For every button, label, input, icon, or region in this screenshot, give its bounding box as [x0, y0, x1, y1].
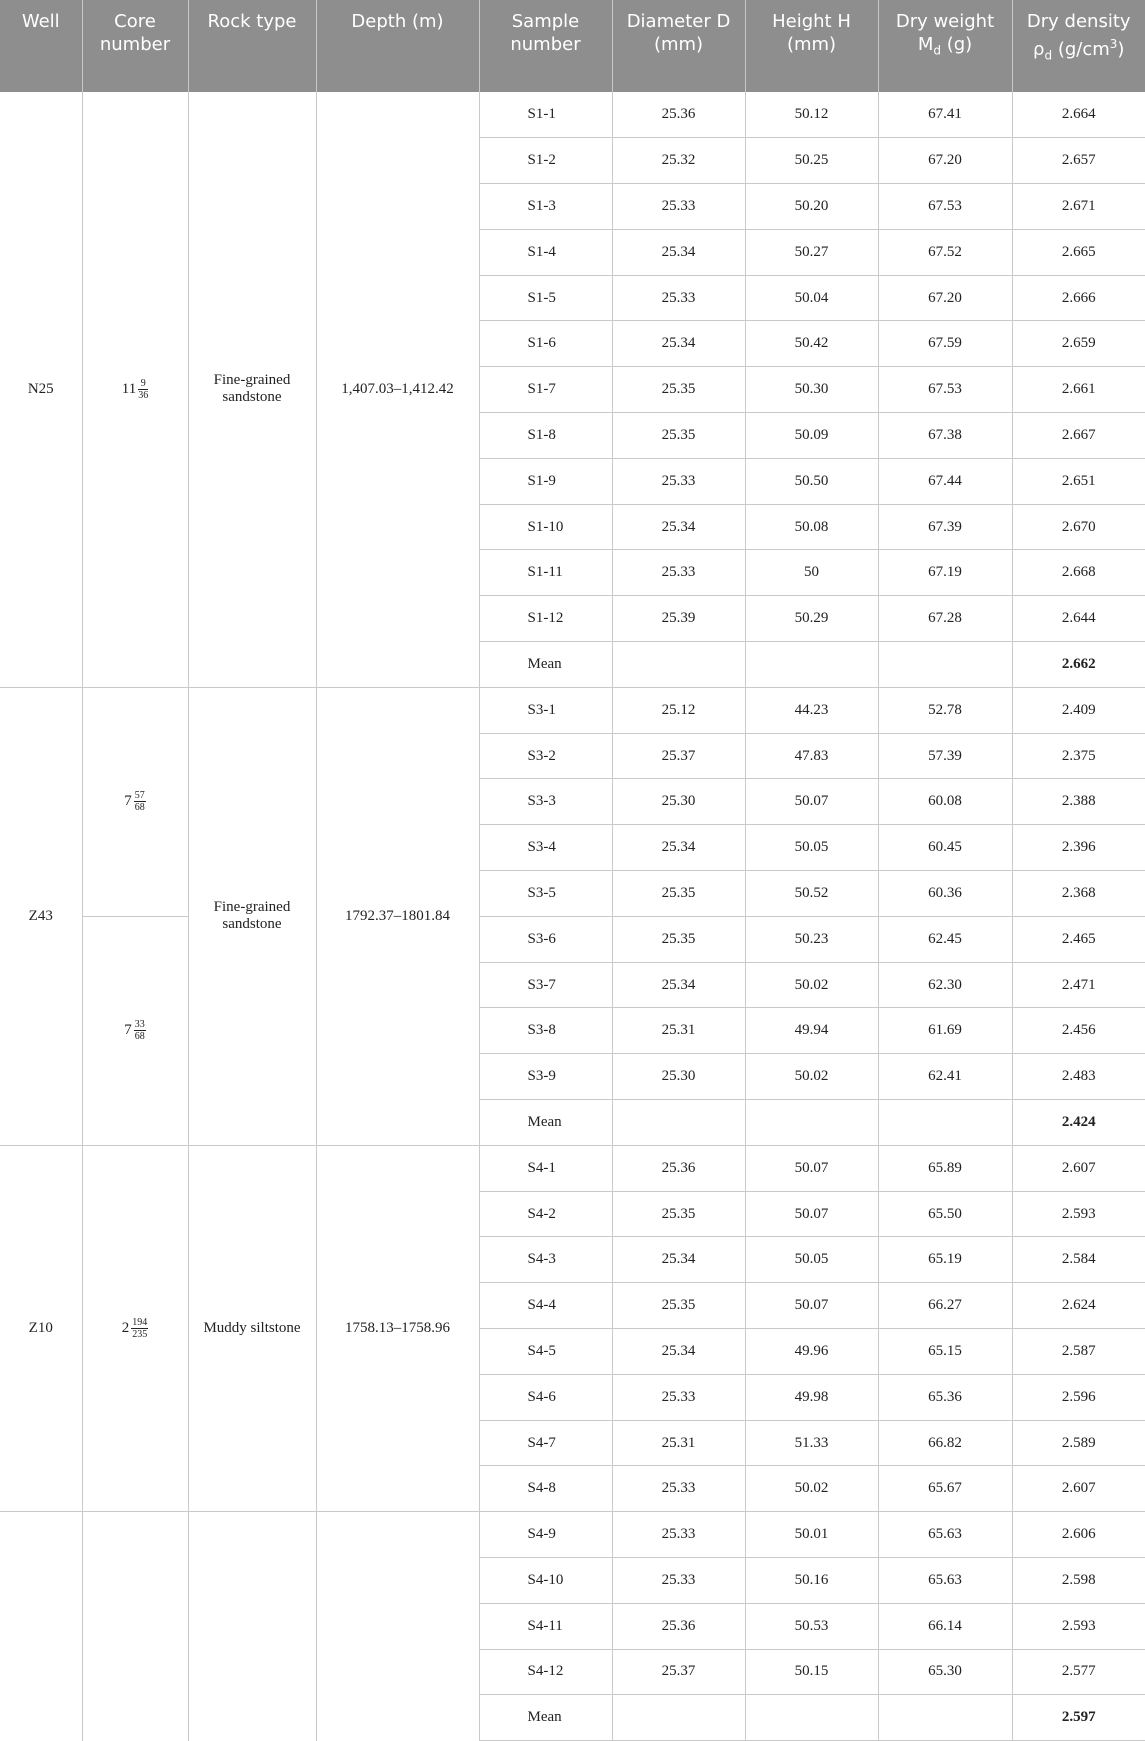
cell-height: 50.02: [745, 1466, 878, 1512]
mean-label: Mean: [479, 1695, 612, 1741]
well-cell: N25: [0, 92, 82, 687]
cell-height: 50.42: [745, 321, 878, 367]
cell-dry-density: 2.657: [1012, 138, 1145, 184]
cell-dry-density: 2.471: [1012, 962, 1145, 1008]
cell-height: 44.23: [745, 687, 878, 733]
cell-dry-density: 2.667: [1012, 413, 1145, 459]
cell-diameter: 25.33: [612, 1512, 745, 1558]
cell-dry-weight: 65.63: [878, 1512, 1012, 1558]
cell-dry-density: 2.577: [1012, 1649, 1145, 1695]
cell-dry-weight: 67.39: [878, 504, 1012, 550]
cell-sample-number: S4-2: [479, 1191, 612, 1237]
cell-dry-weight: 67.28: [878, 596, 1012, 642]
col-diameter: Diameter D (mm): [612, 0, 745, 92]
cell-sample-number: S4-7: [479, 1420, 612, 1466]
cell-diameter: 25.34: [612, 1237, 745, 1283]
cell-dry-weight: 67.38: [878, 413, 1012, 459]
cell-sample-number: S1-7: [479, 367, 612, 413]
cell-dry-density: 2.624: [1012, 1283, 1145, 1329]
cell-diameter: 25.33: [612, 275, 745, 321]
col-rock-type: Rock type: [188, 0, 316, 92]
cell-diameter: 25.34: [612, 962, 745, 1008]
core-fraction: $\frac{57}{68}$: [134, 790, 145, 814]
cell-height: 51.33: [745, 1420, 878, 1466]
depth-cell: 1758.13–1758.96: [316, 1145, 479, 1511]
cell-height: 50.50: [745, 458, 878, 504]
col-dry-density: Dry density $\rho_d$ $(g/cm^3)$: [1012, 0, 1145, 92]
cell-sample-number: S4-12: [479, 1649, 612, 1695]
table-row: [0, 92, 1145, 138]
cell-height: 50: [745, 550, 878, 596]
cell-height: 50.04: [745, 275, 878, 321]
core-number-cell: 7 $\frac{57}{68}$: [82, 687, 188, 916]
cell-dry-weight: 67.19: [878, 550, 1012, 596]
cell-diameter: 25.12: [612, 687, 745, 733]
cell-diameter: 25.35: [612, 1283, 745, 1329]
cell-dry-weight: 60.45: [878, 825, 1012, 871]
cell-height: 50.53: [745, 1603, 878, 1649]
cell-sample-number: S4-6: [479, 1374, 612, 1420]
cell-diameter: 25.31: [612, 1008, 745, 1054]
cell-dry-density: 2.368: [1012, 871, 1145, 917]
cell-diameter: 25.35: [612, 871, 745, 917]
cell-diameter: 25.33: [612, 550, 745, 596]
cell-sample-number: S1-6: [479, 321, 612, 367]
table-row: [0, 916, 1145, 962]
cell-height: 50.02: [745, 962, 878, 1008]
mean-label: Mean: [479, 642, 612, 688]
core-fraction: $\frac{33}{68}$: [134, 1019, 145, 1043]
cell-height: 50.08: [745, 504, 878, 550]
cell-dry-density: 2.396: [1012, 825, 1145, 871]
cell-diameter: 25.34: [612, 229, 745, 275]
mean-label: Mean: [479, 1100, 612, 1146]
cell-dry-weight: 67.59: [878, 321, 1012, 367]
core-number-cell: 2 $\frac{194}{235}$: [82, 1145, 188, 1511]
cell-dry-density: 2.596: [1012, 1374, 1145, 1420]
cell-diameter: 25.36: [612, 1145, 745, 1191]
cell-dry-density: 2.409: [1012, 687, 1145, 733]
cell-dry-density: 2.664: [1012, 92, 1145, 138]
cell-height: 50.12: [745, 92, 878, 138]
cell-height: 50.05: [745, 825, 878, 871]
cell-dry-density: 2.593: [1012, 1191, 1145, 1237]
cell-diameter: 25.36: [612, 1603, 745, 1649]
cell-height: 50.01: [745, 1512, 878, 1558]
cell-dry-density: 2.668: [1012, 550, 1145, 596]
cell-dry-weight: 65.63: [878, 1558, 1012, 1604]
depth-cell: 1792.37–1801.84: [316, 687, 479, 1145]
col-sample-number: Sample number: [479, 0, 612, 92]
cell-sample-number: S4-1: [479, 1145, 612, 1191]
cell-dry-weight: 65.30: [878, 1649, 1012, 1695]
cell-sample-number: S4-9: [479, 1512, 612, 1558]
cell-height: 50.02: [745, 1054, 878, 1100]
cell-height: 50.52: [745, 871, 878, 917]
cell-diameter: 25.34: [612, 825, 745, 871]
core-fraction: $\frac{194}{235}$: [132, 1317, 148, 1341]
cell-dry-density: 2.607: [1012, 1466, 1145, 1512]
cell-sample-number: S1-12: [479, 596, 612, 642]
cell-height: 49.94: [745, 1008, 878, 1054]
cell-sample-number: S4-3: [479, 1237, 612, 1283]
cell-sample-number: S4-10: [479, 1558, 612, 1604]
cell-dry-weight: 65.89: [878, 1145, 1012, 1191]
col-height: Height H (mm): [745, 0, 878, 92]
cell-height: 49.96: [745, 1329, 878, 1375]
cell-height: 50.07: [745, 1145, 878, 1191]
cell-dry-weight: 65.36: [878, 1374, 1012, 1420]
cell-dry-weight: 60.36: [878, 871, 1012, 917]
col-well: Well: [0, 0, 82, 92]
cell-diameter: 25.34: [612, 504, 745, 550]
cell-sample-number: S1-3: [479, 184, 612, 230]
well-cell: Z10: [0, 1145, 82, 1511]
cell-height: 50.07: [745, 1191, 878, 1237]
mean-value: 2.662: [1012, 642, 1145, 688]
cell-diameter: 25.36: [612, 92, 745, 138]
cell-height: 50.30: [745, 367, 878, 413]
cell-height: 50.25: [745, 138, 878, 184]
cell-dry-weight: 67.53: [878, 184, 1012, 230]
cell-dry-weight: 65.67: [878, 1466, 1012, 1512]
rock-type-cell: Fine-grained sandstone: [188, 92, 316, 687]
cell-dry-density: 2.659: [1012, 321, 1145, 367]
cell-dry-density: 2.456: [1012, 1008, 1145, 1054]
header-row: [0, 0, 1145, 92]
cell-sample-number: S3-9: [479, 1054, 612, 1100]
col-depth: Depth (m): [316, 0, 479, 92]
cell-sample-number: S1-10: [479, 504, 612, 550]
cell-height: 47.83: [745, 733, 878, 779]
cell-dry-density: 2.483: [1012, 1054, 1145, 1100]
rock-type-cell: Muddy siltstone: [188, 1145, 316, 1511]
cell-diameter: 25.35: [612, 367, 745, 413]
cell-dry-density: 2.606: [1012, 1512, 1145, 1558]
cell-sample-number: S3-2: [479, 733, 612, 779]
cell-dry-density: 2.584: [1012, 1237, 1145, 1283]
cell-dry-weight: 67.20: [878, 275, 1012, 321]
cell-dry-density: 2.375: [1012, 733, 1145, 779]
table-row: [0, 1145, 1145, 1191]
core-number-cell: 11 $\frac{9}{36}$: [82, 92, 188, 687]
cell-dry-density: 2.607: [1012, 1145, 1145, 1191]
cell-diameter: 25.33: [612, 458, 745, 504]
cell-dry-weight: 67.53: [878, 367, 1012, 413]
rock-type-cell: Fine-grained sandstone: [188, 687, 316, 1145]
cell-sample-number: S4-11: [479, 1603, 612, 1649]
cell-sample-number: S4-4: [479, 1283, 612, 1329]
table-row: [0, 1512, 1145, 1558]
col-core-number: Core number: [82, 0, 188, 92]
cell-diameter: 25.39: [612, 596, 745, 642]
cell-dry-weight: 62.30: [878, 962, 1012, 1008]
cell-height: 50.27: [745, 229, 878, 275]
mean-value: 2.597: [1012, 1695, 1145, 1741]
cell-sample-number: S3-4: [479, 825, 612, 871]
cell-diameter: 25.34: [612, 1329, 745, 1375]
cell-diameter: 25.33: [612, 1558, 745, 1604]
cell-height: 50.20: [745, 184, 878, 230]
cell-diameter: 25.33: [612, 184, 745, 230]
cell-dry-density: 2.598: [1012, 1558, 1145, 1604]
cell-diameter: 25.37: [612, 733, 745, 779]
cell-height: 50.05: [745, 1237, 878, 1283]
cell-diameter: 25.35: [612, 1191, 745, 1237]
cell-sample-number: S1-4: [479, 229, 612, 275]
cell-dry-weight: 66.82: [878, 1420, 1012, 1466]
cell-dry-density: 2.665: [1012, 229, 1145, 275]
cell-sample-number: S3-8: [479, 1008, 612, 1054]
cell-dry-density: 2.670: [1012, 504, 1145, 550]
cell-height: 50.23: [745, 916, 878, 962]
cell-height: 50.07: [745, 1283, 878, 1329]
cell-sample-number: S1-8: [479, 413, 612, 459]
cell-diameter: 25.33: [612, 1374, 745, 1420]
cell-dry-weight: 67.20: [878, 138, 1012, 184]
cell-dry-weight: 65.19: [878, 1237, 1012, 1283]
cell-diameter: 25.35: [612, 413, 745, 459]
cell-dry-weight: 57.39: [878, 733, 1012, 779]
cell-height: 50.07: [745, 779, 878, 825]
core-number-cell: 7 $\frac{33}{68}$: [82, 916, 188, 1145]
cell-dry-density: 2.587: [1012, 1329, 1145, 1375]
cell-sample-number: S3-7: [479, 962, 612, 1008]
cell-dry-weight: 66.27: [878, 1283, 1012, 1329]
cell-dry-weight: 67.52: [878, 229, 1012, 275]
cell-dry-density: 2.465: [1012, 916, 1145, 962]
cell-dry-weight: 67.44: [878, 458, 1012, 504]
cell-dry-weight: 62.45: [878, 916, 1012, 962]
cell-dry-density: 2.666: [1012, 275, 1145, 321]
cell-dry-weight: 60.08: [878, 779, 1012, 825]
cell-diameter: 25.32: [612, 138, 745, 184]
cell-dry-density: 2.671: [1012, 184, 1145, 230]
table-row: [0, 687, 1145, 733]
cell-dry-density: 2.593: [1012, 1603, 1145, 1649]
cell-diameter: 25.34: [612, 321, 745, 367]
cell-diameter: 25.35: [612, 916, 745, 962]
cell-height: 50.16: [745, 1558, 878, 1604]
cell-dry-weight: 62.41: [878, 1054, 1012, 1100]
cell-diameter: 25.37: [612, 1649, 745, 1695]
cell-dry-weight: 65.50: [878, 1191, 1012, 1237]
cell-sample-number: S1-5: [479, 275, 612, 321]
cell-sample-number: S4-8: [479, 1466, 612, 1512]
cell-dry-weight: 61.69: [878, 1008, 1012, 1054]
cell-height: 50.15: [745, 1649, 878, 1695]
cell-dry-density: 2.589: [1012, 1420, 1145, 1466]
cell-dry-weight: 66.14: [878, 1603, 1012, 1649]
core-fraction: $\frac{9}{36}$: [138, 377, 149, 401]
cell-dry-density: 2.651: [1012, 458, 1145, 504]
cell-diameter: 25.30: [612, 1054, 745, 1100]
well-cell: Z43: [0, 687, 82, 1145]
cell-diameter: 25.30: [612, 779, 745, 825]
mean-value: 2.424: [1012, 1100, 1145, 1146]
cell-sample-number: S1-2: [479, 138, 612, 184]
cell-height: 49.98: [745, 1374, 878, 1420]
cell-dry-weight: 67.41: [878, 92, 1012, 138]
cell-sample-number: S3-1: [479, 687, 612, 733]
cell-dry-density: 2.388: [1012, 779, 1145, 825]
cell-sample-number: S3-6: [479, 916, 612, 962]
cell-sample-number: S1-9: [479, 458, 612, 504]
cell-dry-weight: 65.15: [878, 1329, 1012, 1375]
cell-sample-number: S4-5: [479, 1329, 612, 1375]
cell-height: 50.29: [745, 596, 878, 642]
cell-sample-number: S3-5: [479, 871, 612, 917]
cell-dry-density: 2.644: [1012, 596, 1145, 642]
cell-sample-number: S1-11: [479, 550, 612, 596]
cell-height: 50.09: [745, 413, 878, 459]
cell-sample-number: S1-1: [479, 92, 612, 138]
cell-diameter: 25.33: [612, 1466, 745, 1512]
cell-dry-density: 2.661: [1012, 367, 1145, 413]
depth-cell: 1,407.03–1,412.42: [316, 92, 479, 687]
cell-dry-weight: 52.78: [878, 687, 1012, 733]
cell-sample-number: S3-3: [479, 779, 612, 825]
col-dry-weight: Dry weight $M_d$ (g): [878, 0, 1012, 92]
cell-diameter: 25.31: [612, 1420, 745, 1466]
